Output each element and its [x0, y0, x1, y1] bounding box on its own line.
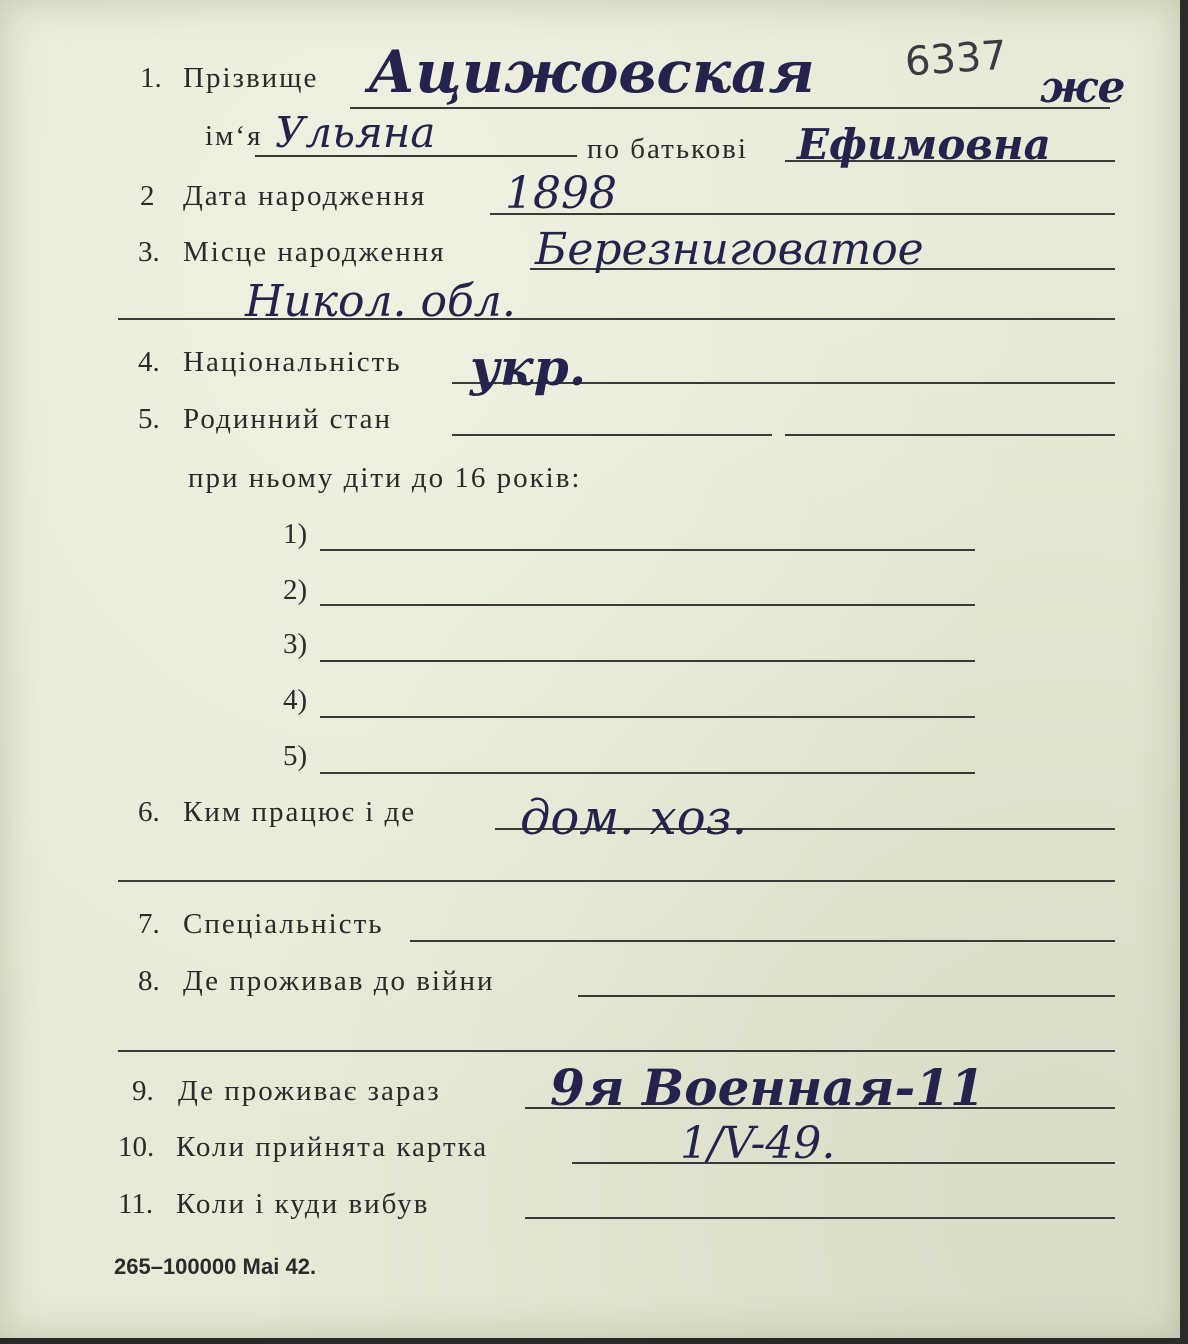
work-handwritten: дом. хоз.: [520, 790, 748, 846]
surname-handwritten: Ацижовская: [368, 38, 815, 106]
item-number-8: 8.: [138, 965, 160, 997]
family-status-label: Родинний стан: [183, 403, 392, 435]
birth-place-handwritten-1: Березниговатое: [535, 224, 924, 275]
item-number-3: 3.: [138, 236, 160, 268]
child-slot-3: 3): [283, 628, 308, 660]
patronymic-label: по батькові: [587, 133, 748, 165]
child-line-3: [320, 660, 975, 662]
card-accepted-label: Коли прийнята картка: [176, 1131, 489, 1163]
item-number-7: 7.: [138, 908, 160, 940]
item-number-4: 4.: [138, 346, 160, 378]
prewar-residence-line-2: [118, 1050, 1115, 1052]
child-line-2: [320, 604, 975, 606]
surname-line: [350, 107, 1110, 109]
child-slot-2: 2): [283, 574, 308, 606]
item-number-2: 2: [140, 180, 155, 212]
birth-date-label: Дата народження: [183, 180, 427, 212]
registration-number: 6337: [903, 32, 1009, 86]
work-line-2: [118, 880, 1115, 882]
child-slot-1: 1): [283, 518, 308, 550]
patronymic-handwritten: Ефимовна: [797, 120, 1051, 169]
work-label: Ким працює і де: [183, 796, 417, 828]
nationality-handwritten: укр.: [470, 338, 587, 397]
first-name-label: ім‘я: [205, 120, 263, 152]
children-label: при ньому діти до 16 років:: [188, 462, 582, 494]
first-name-handwritten: Ульяна: [275, 108, 436, 157]
surname-suffix-handwritten: же: [1040, 62, 1126, 113]
card-accepted-line: [572, 1162, 1115, 1164]
child-line-1: [320, 549, 975, 551]
specialty-label: Спеціальність: [183, 908, 384, 940]
child-line-4: [320, 716, 975, 718]
current-residence-handwritten: 9я Военная-11: [550, 1058, 985, 1117]
current-residence-label: Де проживає зараз: [178, 1075, 441, 1107]
card-accepted-handwritten: 1/V-49.: [680, 1118, 836, 1169]
child-line-5: [320, 772, 975, 774]
departed-line: [525, 1217, 1115, 1219]
surname-label: Прізвище: [183, 62, 319, 94]
birth-date-handwritten: 1898: [505, 168, 617, 219]
prewar-residence-label: Де проживав до війни: [183, 965, 495, 997]
item-number-1: 1.: [140, 62, 162, 94]
item-number-10: 10.: [118, 1131, 155, 1163]
item-number-11: 11.: [118, 1188, 154, 1220]
departed-label: Коли і куди вибув: [176, 1188, 430, 1220]
child-slot-5: 5): [283, 740, 308, 772]
specialty-line: [410, 940, 1115, 942]
item-number-9: 9.: [132, 1075, 154, 1107]
family-status-line-b: [785, 434, 1115, 436]
print-code: 265–100000 Маі 42.: [114, 1254, 317, 1279]
family-status-line-a: [452, 434, 772, 436]
child-slot-4: 4): [283, 684, 308, 716]
nationality-label: Національність: [183, 346, 402, 378]
birth-place-label: Місце народження: [183, 236, 446, 268]
item-number-6: 6.: [138, 796, 160, 828]
item-number-5: 5.: [138, 403, 160, 435]
birth-place-handwritten-2: Никол. обл.: [245, 276, 516, 327]
prewar-residence-line-1: [578, 995, 1115, 997]
